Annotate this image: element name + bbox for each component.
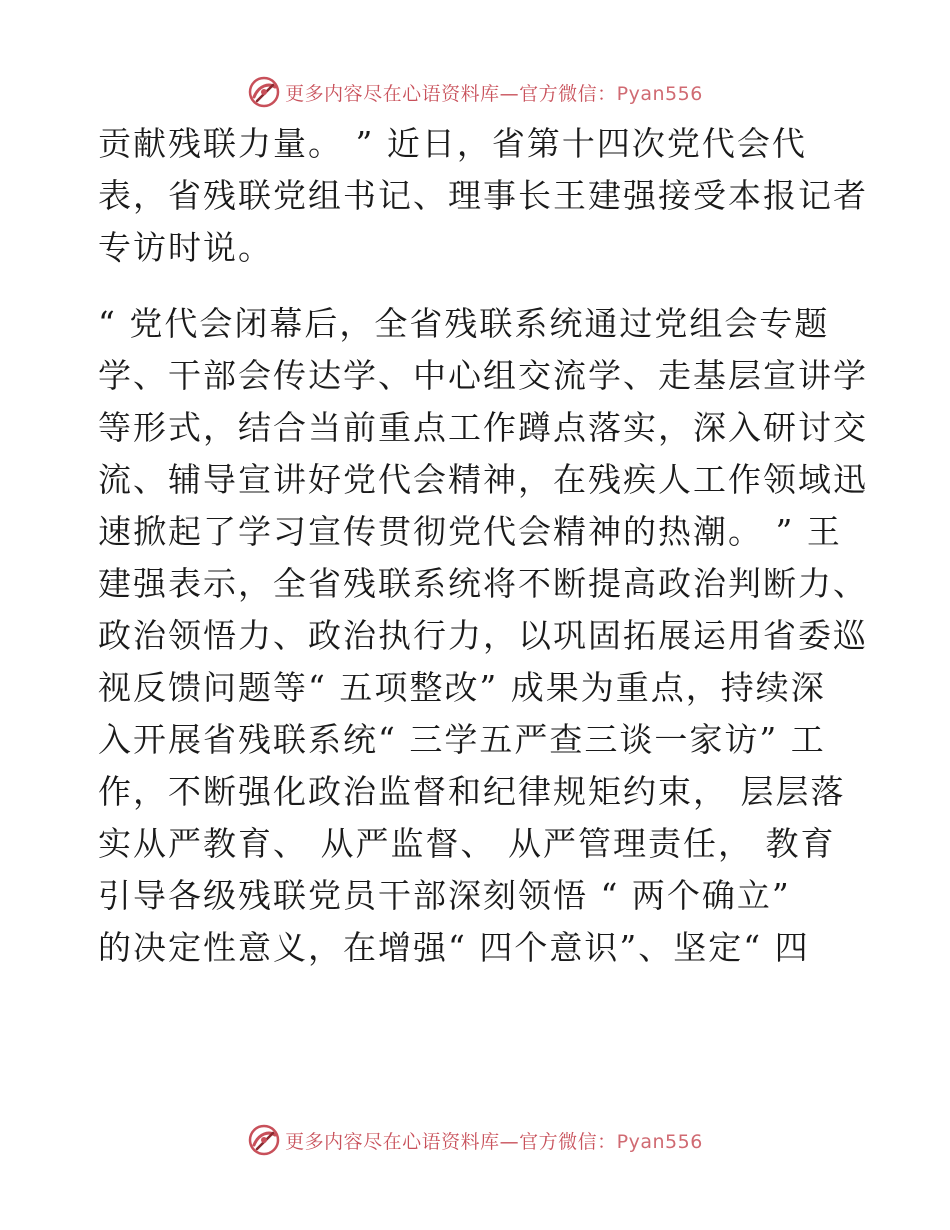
text-line: 等形式，结合当前重点工作蹲点落实，深入研讨交	[98, 408, 868, 447]
text-line: 政治领悟力、政治执行力，以巩固拓展运用省委巡	[98, 616, 868, 655]
document-body	[98, 118, 868, 974]
footer-wechat-id: Pyan556	[616, 1130, 703, 1153]
red-swirl-logo-icon	[247, 75, 281, 109]
text-line: 实从严教育、 从严监督、 从严管理责任， 教育	[98, 824, 836, 863]
header-brand-text: 更多内容尽在心语资料库—官方微信：Pyan556	[285, 82, 703, 105]
text-line: 引导各级残联党员干部深刻领悟 “ 两个确立”	[98, 876, 791, 915]
text-line: 表，省残联党组书记、理事长王建强接受本报记者	[98, 176, 868, 215]
text-line: 建强表示，全省残联系统将不断提高政治判断力、	[98, 564, 868, 603]
text-line: “ 党代会闭幕后，全省残联系统通过党组会专题	[98, 304, 830, 343]
text-line: 视反馈问题等“ 五项整改” 成果为重点，持续深	[98, 668, 826, 707]
text-line: 专访时说。	[98, 228, 273, 267]
footer-watermark-banner	[0, 1120, 950, 1160]
text-line: 贡献残联力量。 ” 近日，省第十四次党代会代	[98, 124, 807, 163]
footer-brand-text: 更多内容尽在心语资料库—官方微信：Pyan556	[285, 1130, 703, 1153]
paragraph-1	[98, 118, 868, 274]
text-line: 学、干部会传达学、中心组交流学、走基层宣讲学	[98, 356, 868, 395]
text-line: 作，不断强化政治监督和纪律规矩约束， 层层落	[98, 772, 846, 811]
header-wechat-id: Pyan556	[616, 82, 703, 105]
text-line: 速掀起了学习宣传贯彻党代会精神的热潮。 ” 王	[98, 512, 842, 551]
paragraph-2	[98, 298, 868, 974]
header-watermark-banner	[0, 72, 950, 112]
text-line: 入开展省残联系统“ 三学五严查三谈一家访” 工	[98, 720, 826, 759]
text-line: 的决定性意义，在增强“ 四个意识”、坚定“ 四	[98, 928, 810, 967]
text-line: 流、辅导宣讲好党代会精神，在残疾人工作领域迅	[98, 460, 868, 499]
red-swirl-logo-icon	[247, 1123, 281, 1157]
